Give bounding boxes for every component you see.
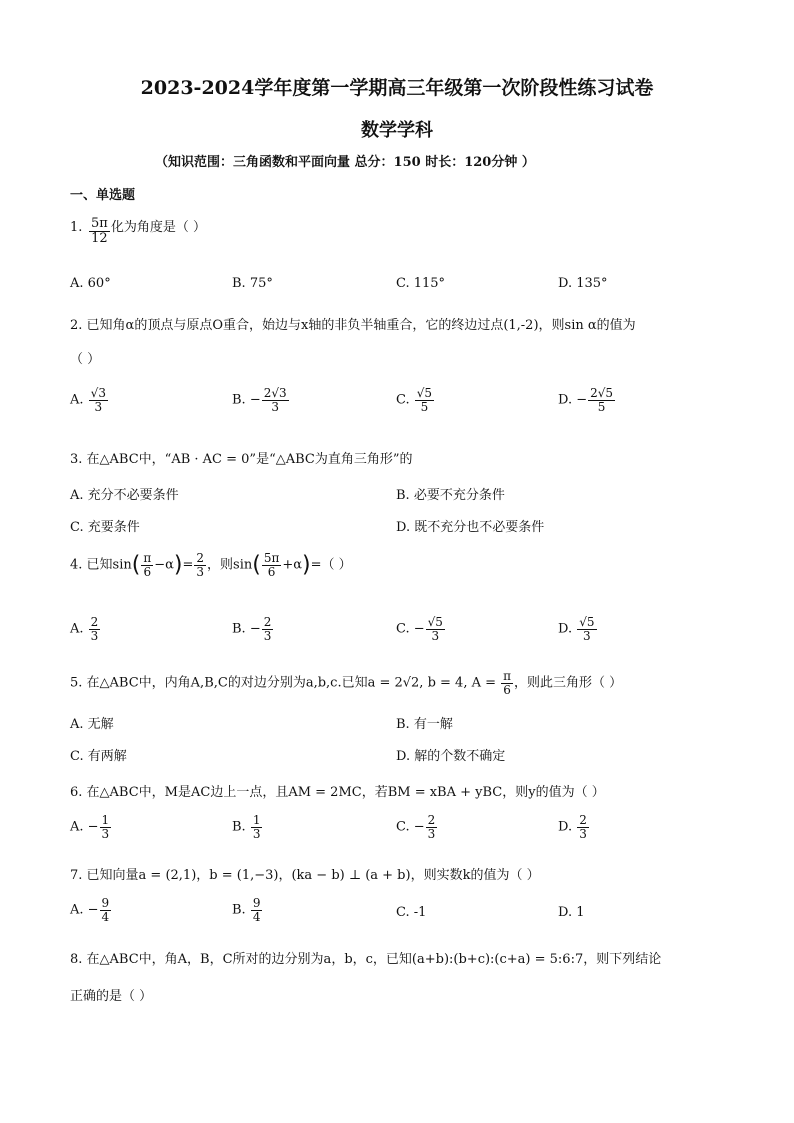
exam-subject: 数学学科: [361, 120, 433, 141]
question-number: 6.: [70, 785, 83, 800]
option-a: A. − $\frac{9}{4}$: [70, 896, 110, 924]
option-d: D. 135°: [558, 276, 608, 291]
option-c: C. − $\frac{2}{3}$: [396, 813, 436, 841]
question-number: 1.: [70, 220, 83, 235]
option-b: B. 有一解: [396, 717, 453, 732]
option-d: D. 既不充分也不必要条件: [396, 520, 545, 535]
question-1: [70, 216, 206, 245]
question-7: [70, 864, 540, 883]
option-c: C. $\frac{√5}{5}$: [396, 386, 433, 414]
question-8-cont: 正确的是（ ）: [70, 989, 153, 1004]
option-a: A. 60°: [70, 276, 111, 291]
option-c: C. 115°: [396, 276, 446, 291]
option-c: C. 充要条件: [70, 520, 140, 535]
question-5: 5. 在△ABC中，内角A,B,C的对边分别为a,b,c.已知a = 2√2, b = 4, A = $\frac{\pi}{6}$ ，则此三角形（ ）: [70, 669, 623, 697]
question-stem: 在△ABC中，角A，B，C所对的边分别为a，b，c，已知(a+b):(b+c):(c+a) = 5:6:7，则下列结论: [86, 952, 662, 967]
question-6: [70, 781, 605, 800]
option-a: A. − $\frac{1}{3}$: [70, 813, 110, 841]
exam-info: （知识范围：三角函数和平面向量 总分：150 时长：120分钟 ）: [155, 155, 535, 170]
question-2: [70, 314, 636, 333]
option-b: B. − $\frac{2√3}{3}$: [232, 386, 287, 414]
option-d: D. − $\frac{2√5}{5}$: [558, 386, 614, 414]
question-number: 8.: [70, 952, 83, 967]
option-a: A. 充分不必要条件: [70, 488, 179, 503]
question-number: 5.: [70, 675, 83, 691]
question-number: 2.: [70, 318, 83, 333]
question-number: 3.: [70, 452, 83, 467]
option-a: A. 无解: [70, 717, 114, 732]
question-number: 4.: [70, 557, 83, 573]
option-d: D. 1: [558, 905, 585, 920]
option-a: A. $\frac{√3}{3}$: [70, 386, 106, 414]
option-b: B. − $\frac{2}{3}$: [232, 615, 272, 643]
option-c: C. -1: [396, 905, 427, 920]
section-heading: 一、单选题: [70, 188, 136, 203]
question-8: [70, 948, 661, 967]
fraction: $\frac{5\pi}{12}$: [91, 216, 108, 246]
question-4: 4. 已知sin( $\frac{\pi}{6}$ −α)= $\frac{2}{3}$ ，则sin( $\frac{5\pi}{6}$ +α)=（ ）: [70, 551, 352, 579]
option-d: D. $\frac{2}{3}$: [558, 813, 587, 841]
question-stem: 在△ABC中，M是AC边上一点，且AM = 2MC，若BM = xBA + yBC，则y的值为（ ）: [86, 785, 605, 800]
option-c: C. 有两解: [70, 749, 127, 764]
question-stem: 已知角α的顶点与原点O重合，始边与x轴的非负半轴重合，它的终边过点(1,-2)，则sin α的值为: [86, 318, 636, 333]
exam-title: 2023-2024学年度第一学期高三年级第一次阶段性练习试卷: [140, 77, 654, 99]
option-d: D. $\frac{√5}{3}$: [558, 615, 595, 643]
option-c: C. − $\frac{√5}{3}$: [396, 615, 443, 643]
question-stem: 已知向量a = (2,1)，b = (1,−3)，(ka − b) ⊥ (a + b)，则实数k的值为（ ）: [86, 868, 540, 883]
option-a: A. $\frac{2}{3}$: [70, 615, 99, 643]
question-stem: 化为角度是（ ）: [110, 220, 206, 235]
option-b: B. 必要不充分条件: [396, 488, 505, 503]
option-b: B. 75°: [232, 276, 273, 291]
question-2-cont: （ ）: [70, 352, 101, 367]
question-3: [70, 448, 413, 467]
option-b: B. $\frac{1}{3}$: [232, 813, 261, 841]
option-d: D. 解的个数不确定: [396, 749, 506, 764]
option-b: B. $\frac{9}{4}$: [232, 896, 261, 924]
question-number: 7.: [70, 868, 83, 883]
question-stem: 在△ABC中，“AB · AC = 0”是“△ABC为直角三角形”的: [86, 452, 413, 467]
